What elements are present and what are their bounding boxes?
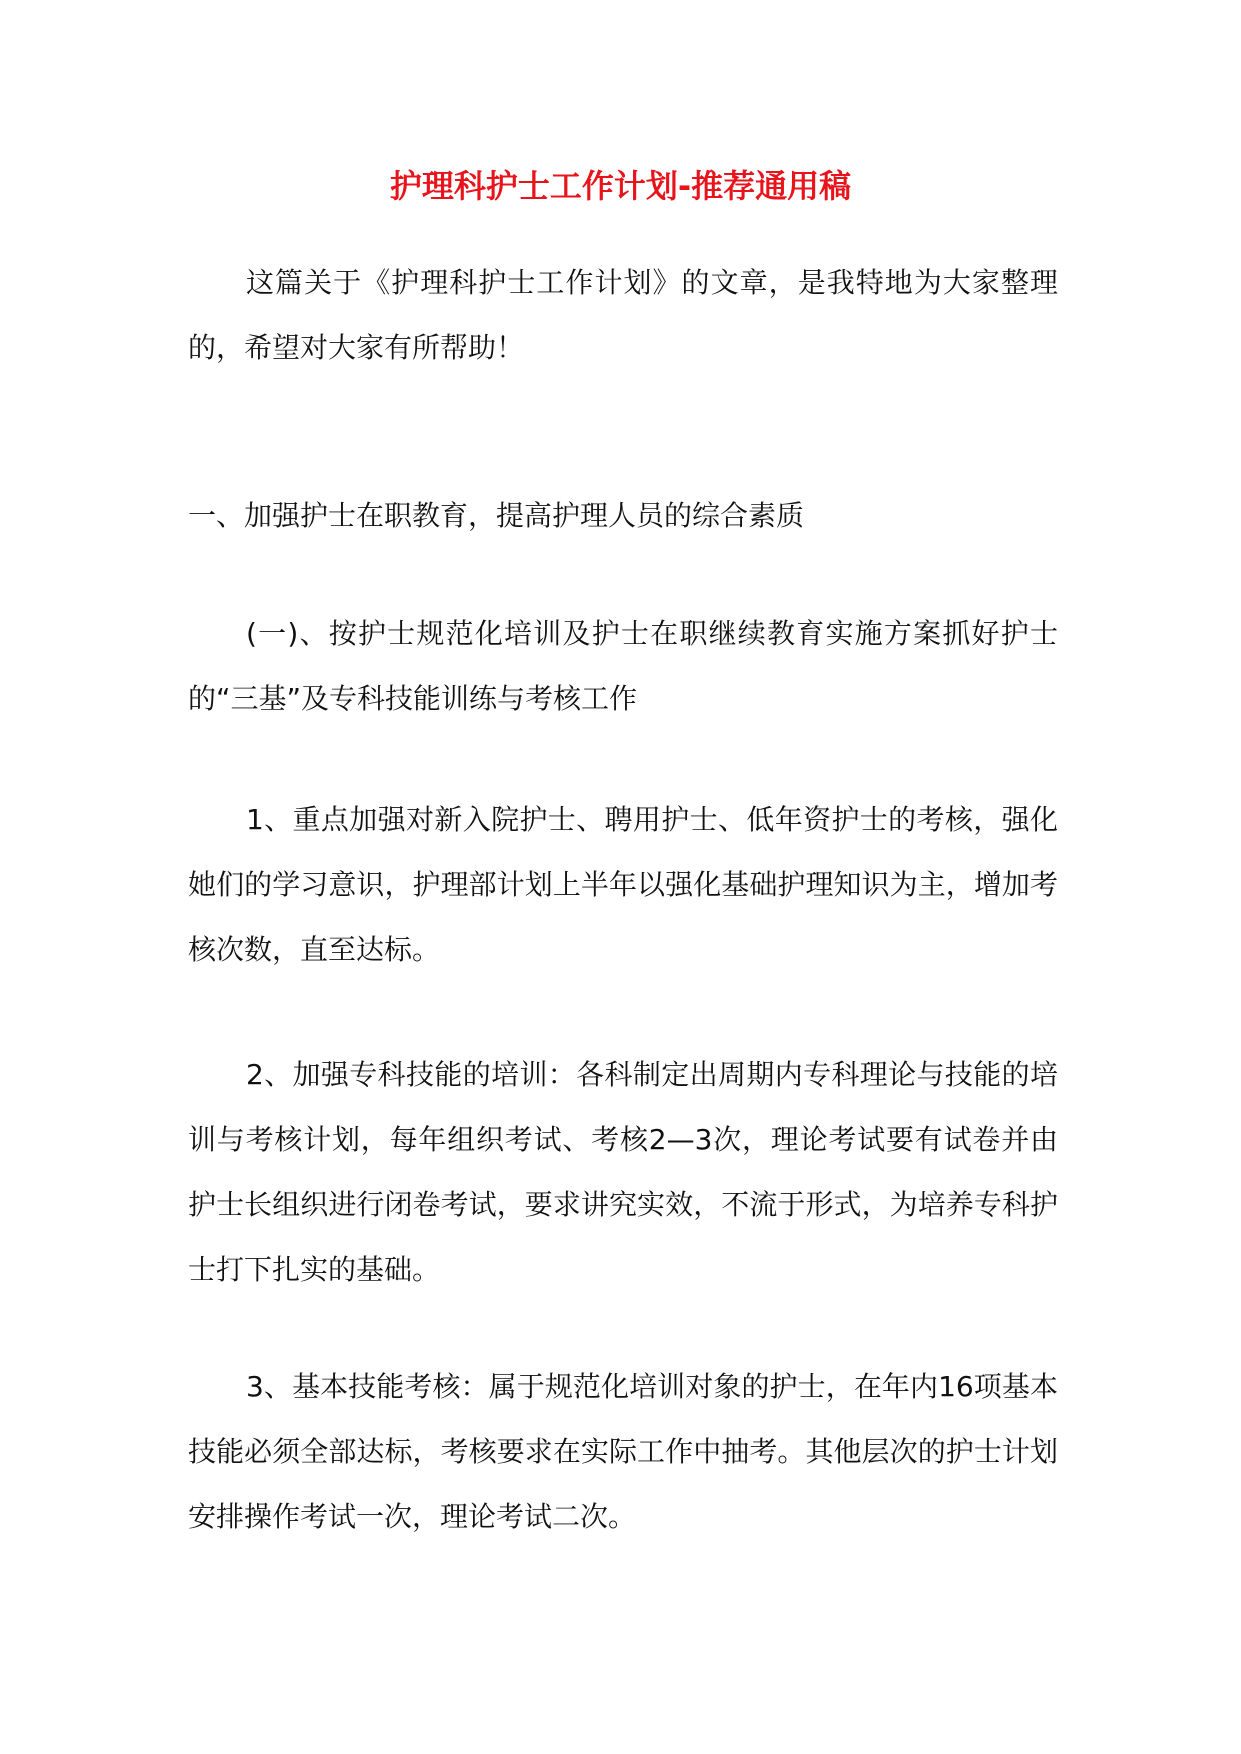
item-paragraph-2: 2、加强专科技能的培训：各科制定出周期内专科理论与技能的培训与考核计划，每年组织考试、考核2—3次，理论考试要有试卷并由护士长组织进行闭卷考试，要求讲究实效，不流于形式，为培养专科护士打下扎实的基础。 (188, 1058, 1058, 1286)
item-paragraph-1: 1、重点加强对新入院护士、聘用护士、低年资护士的考核，强化她们的学习意识，护理部计划上半年以强化基础护理知识为主，增加考核次数，直至达标。 (188, 803, 1058, 966)
subsection-heading: (一)、按护士规范化培训及护士在职继续教育实施方案抓好护士的“三基”及专科技能训练与考核工作 (188, 617, 1058, 715)
intro-paragraph: 这篇关于《护理科护士工作计划》的文章，是我特地为大家整理的，希望对大家有所帮助！ (188, 266, 1058, 364)
item-paragraph-3: 3、基本技能考核：属于规范化培训对象的护士，在年内16项基本技能必须全部达标，考核要求在实际工作中抽考。其他层次的护士计划安排操作考试一次，理论考试二次。 (188, 1370, 1058, 1533)
document-title: 护理科护士工作计划-推荐通用稿 (389, 167, 852, 205)
section-heading: 一、加强护士在职教育，提高护理人员的综合素质 (188, 499, 805, 532)
